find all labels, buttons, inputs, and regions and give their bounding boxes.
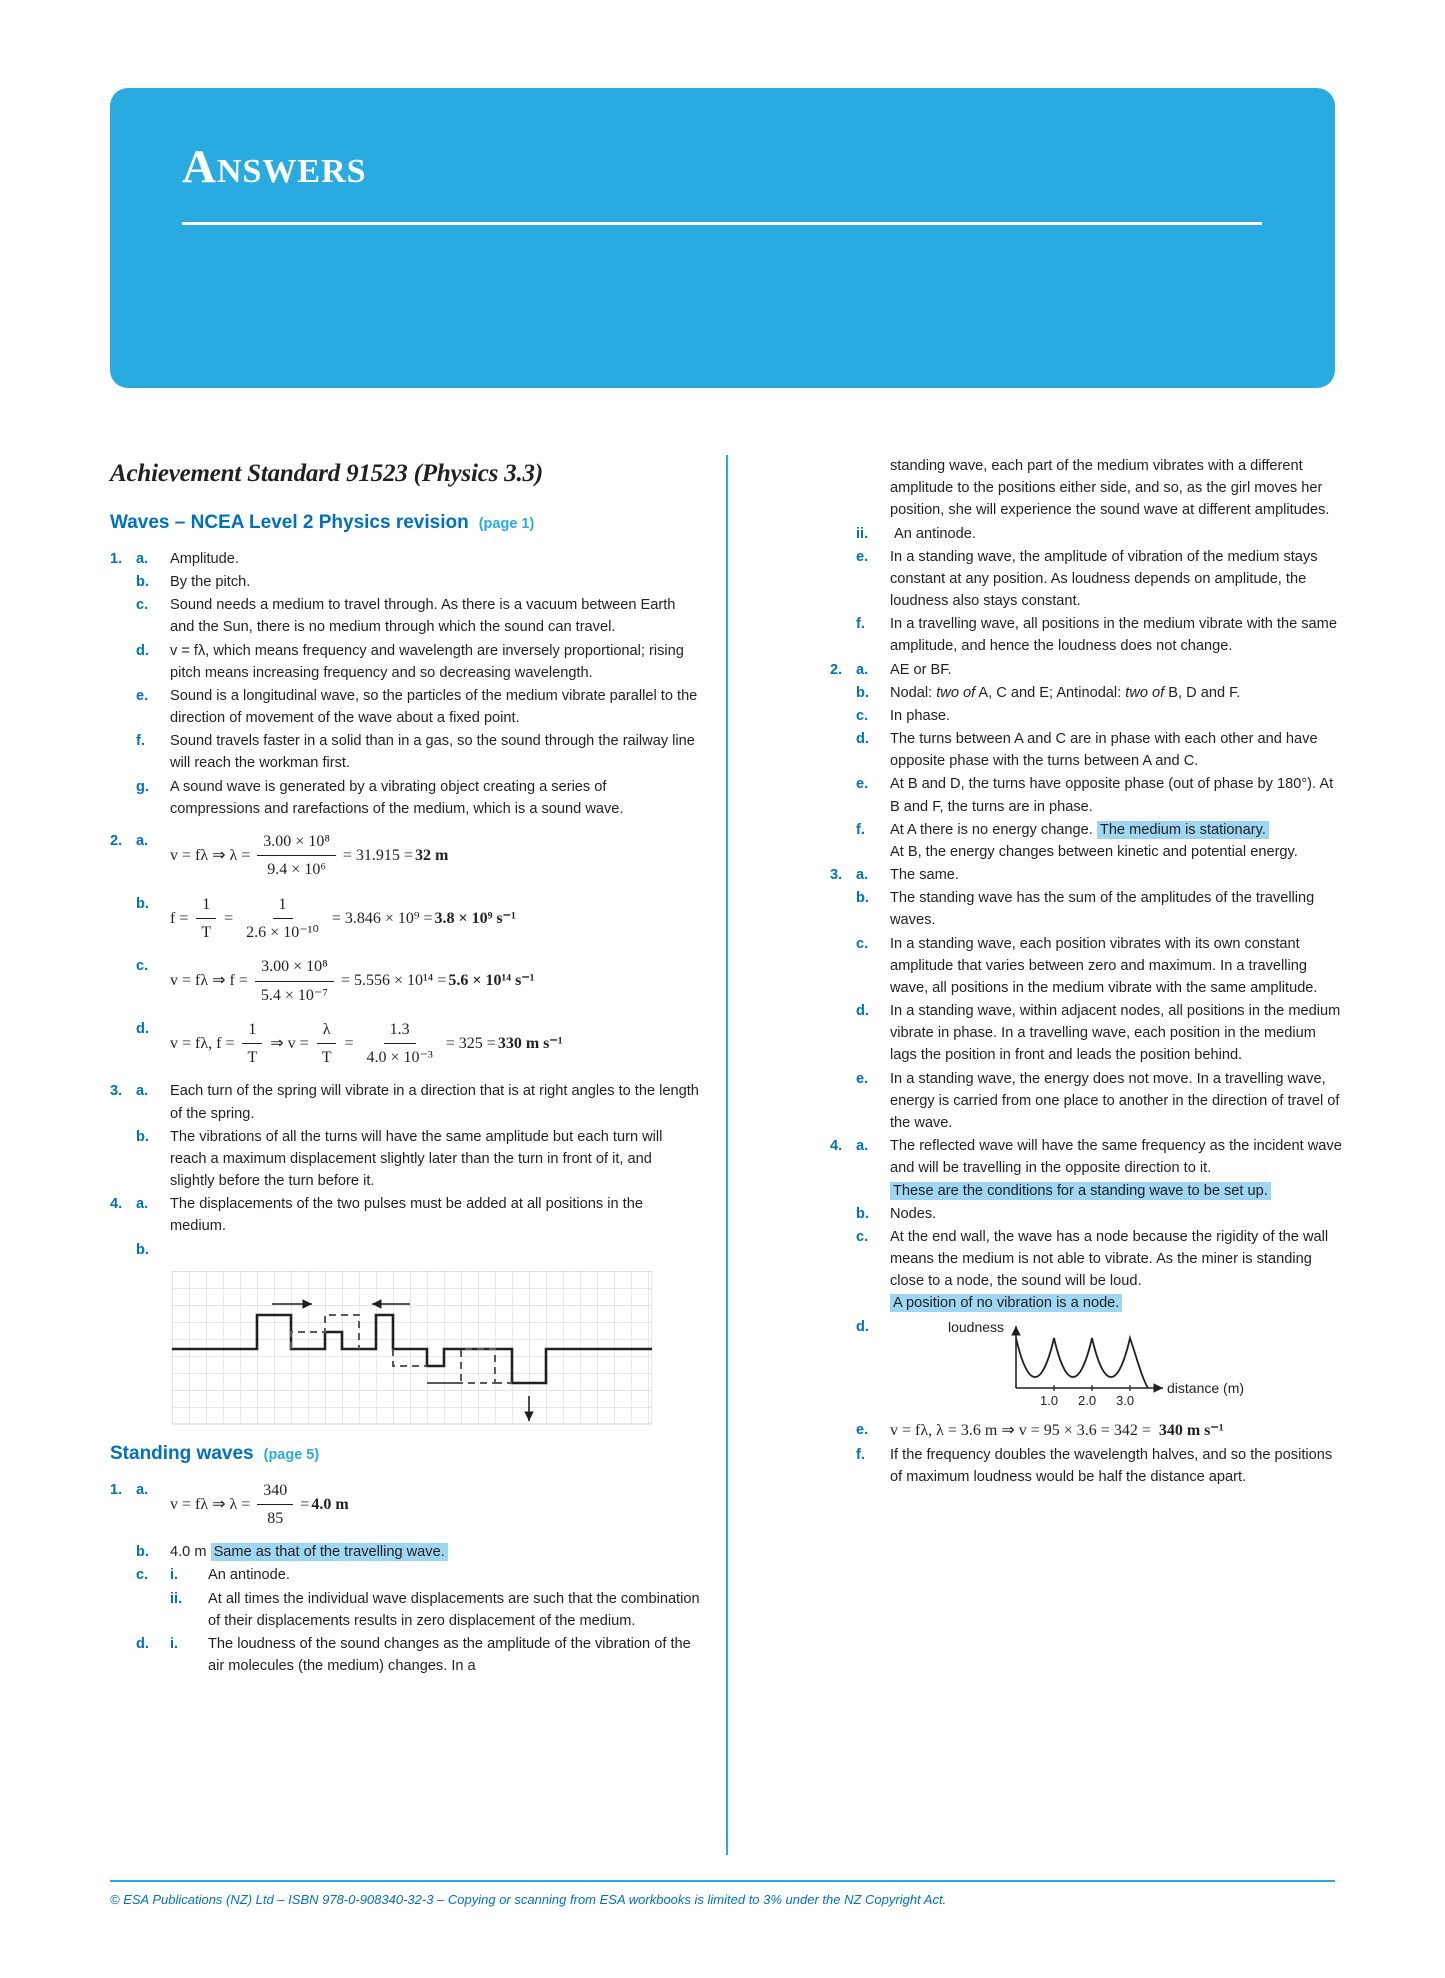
item-letter: a. (136, 1481, 149, 1498)
answer-row (110, 1193, 700, 1237)
answer-row (830, 819, 1345, 863)
fraction: $\frac{\lambda}{T}$ (316, 1018, 338, 1071)
answer-text: The vibrations of all the turns will have the same amplitude but each turn will reach a maximum displacement slightly later than the turn in front of it, and slightly before the turn before it. (170, 1128, 663, 1190)
answer-text: The reflected wave will have the same frequency as the incident wave and will be travelling in the opposite direction to it. These are the conditions for a standing wave to be set up. (890, 1138, 1342, 1199)
answer-row (110, 1479, 700, 1532)
answer-row (830, 546, 1345, 613)
answer-text: By the pitch. (170, 574, 251, 591)
answer-row (110, 1239, 700, 1261)
highlighted-note: Same as that of the travelling wave. (211, 1543, 448, 1561)
item-letter: e. (856, 1421, 869, 1438)
question-number: 3. (110, 1083, 123, 1100)
answer-text: Nodal: two of A, C and E; Antinodal: two of B, D and F. (890, 684, 1241, 701)
answer-text: AE or BF. (890, 661, 952, 678)
item-letter: d. (136, 642, 149, 659)
answer-row (110, 776, 700, 820)
question-number: 1. (110, 1481, 123, 1498)
answer-row (110, 1588, 700, 1632)
item-letter: d. (136, 1636, 149, 1652)
answer-text: The displacements of the two pulses must be added at all positions in the medium. (170, 1196, 643, 1235)
roman-numeral: i. (170, 1636, 179, 1652)
item-letter: b. (856, 1205, 869, 1222)
answer-text: In phase. (890, 707, 951, 724)
item-letter: f. (136, 733, 145, 750)
copyright-footer: © ESA Publications (NZ) Ltd – ISBN 978-0-908340-32-3 – Copying or scanning from ESA workbooks is limited to 3% under the NZ Copyright Act. (110, 1892, 947, 1907)
answer-text: A sound wave is generated by a vibrating object creating a series of compressions and rarefactions of the medium, which is a sound wave. (170, 778, 624, 817)
item-letter: b. (856, 890, 869, 907)
question-number: 2. (830, 661, 843, 678)
fraction: $\frac{1}{T}$ (195, 893, 217, 946)
formula: f = $\frac{1}{T}$ = $\frac{1}{\text{2.6 × 10⁻¹⁰}}$ = 3.846 × 10⁹ = 3.8 × 10⁹ s⁻¹ (170, 893, 700, 946)
column-divider (726, 455, 728, 1855)
answers-banner (110, 88, 1335, 388)
answer-row (110, 640, 700, 684)
answer-row (110, 1126, 700, 1193)
formula: v = fλ, λ = 3.6 m ⇒ v = 95 × 3.6 = 342 = 340 m s⁻¹ (890, 1421, 1224, 1439)
answer-row (830, 705, 1345, 727)
answer-text: At the end wall, the wave has a node because the rigidity of the wall means the medium is not able to vibrate. As the miner is standing close to a node, the sound will be loud. A position of no vibration is a node. (890, 1228, 1329, 1312)
y-axis-label: loudness (948, 1319, 1005, 1335)
answer-text: In a standing wave, the amplitude of vibration of the medium stays constant at any position. As loudness depends on amplitude, the loudness also stays constant. (890, 548, 1318, 610)
formula: v = fλ ⇒ f = $\frac{\text{3.00 × 10⁸}}{\text{5.4 × 10⁻⁷}}$ = 5.556 × 10¹⁴ = 5.6 × 10¹⁴ s⁻¹ (170, 955, 700, 1008)
formula: v = fλ ⇒ λ = $\frac{\text{3.00 × 10⁸}}{\text{9.4 × 10⁶}}$ = 31.915 = 32 m (170, 830, 700, 883)
item-letter: d. (856, 1003, 869, 1020)
item-letter: d. (856, 731, 869, 748)
loudness-graph-figure (890, 1316, 1345, 1418)
item-letter: b. (136, 1128, 149, 1145)
answer-text: At all times the individual wave displacements are such that the combination of their displacements results in zero displacement of the medium. (208, 1590, 700, 1629)
pulse-diagram-svg (172, 1271, 652, 1431)
answer-text: An antinode. (208, 1567, 290, 1584)
answer-text: The same. (890, 867, 959, 884)
item-letter: d. (856, 1318, 869, 1335)
answer-row (110, 955, 700, 1008)
continued-text: standing wave, each part of the medium vibrates with a different amplitude to the positions either side, and so, as the girl moves her position, she will experience the sound wave at different amplitudes. (890, 458, 1330, 519)
answer-text: Sound travels faster in a solid than in a gas, so the sound through the railway line will reach the workman first. (170, 733, 695, 772)
item-letter: d. (136, 1020, 149, 1037)
item-letter: e. (856, 776, 869, 793)
highlighted-note: The medium is stationary. (1097, 821, 1269, 839)
answer-row (830, 773, 1345, 817)
item-letter: c. (856, 1228, 869, 1245)
item-letter: a. (856, 661, 869, 678)
item-letter: a. (136, 832, 149, 849)
page-title: ANSWERS (182, 141, 367, 193)
fraction: $\frac{1}{\text{2.6 × 10⁻¹⁰}}$ (240, 893, 325, 946)
answer-row (110, 1018, 700, 1071)
question-number: 4. (110, 1196, 123, 1213)
fraction: $\frac{1.3}{\text{4.0 × 10⁻³}}$ (361, 1018, 439, 1071)
item-letter: a. (136, 550, 149, 567)
item-letter: c. (856, 707, 869, 724)
footer-divider (110, 1880, 1335, 1882)
x-tick-2: 2.0 (1078, 1392, 1097, 1408)
achievement-standard-title: Achievement Standard 91523 (Physics 3.3) (110, 460, 543, 487)
answer-row (110, 1080, 700, 1124)
left-column (110, 455, 700, 1678)
loudness-graph-svg (948, 1320, 1278, 1412)
answer-row (830, 933, 1345, 1000)
answer-text: At B and D, the turns have opposite phase (out of phase by 180°). At B and F, the turns are in phase. (890, 776, 1334, 815)
answer-row (110, 594, 700, 638)
answer-text: 4.0 m Same as that of the travelling wave. (170, 1541, 700, 1563)
answer-row (110, 685, 700, 729)
answer-text: The turns between A and C are in phase with each other and have opposite phase with the turns between A and C. (890, 731, 1318, 770)
answer-text: In a standing wave, within adjacent nodes, all positions in the medium vibrate in phase. In a travelling wave, each position in the medium lags the position in front and leads the position behind. (890, 1003, 1341, 1064)
answer-row (830, 1316, 1345, 1418)
section-heading-waves: Waves – NCEA Level 2 Physics revision (page 1) (110, 512, 535, 533)
answer-row (830, 864, 1345, 886)
answer-row (830, 659, 1345, 681)
fraction: $\frac{\text{3.00 × 10⁸}}{\text{5.4 × 10⁻⁷}}$ (255, 955, 334, 1008)
item-letter: c. (136, 1567, 149, 1584)
answer-text: If the frequency doubles the wavelength halves, and so the positions of maximum loudness would be half the distance apart. (890, 1446, 1333, 1486)
item-letter: g. (136, 778, 149, 795)
answer-text: At A there is no energy change. The medium is stationary. At B, the energy changes between kinetic and potential energy. (890, 821, 1298, 860)
page-ref: (page 1) (478, 516, 535, 532)
item-letter: c. (856, 935, 869, 952)
answer-row (110, 830, 700, 883)
answer-text: In a standing wave, each position vibrates with its own constant amplitude that varies between zero and maximum. In a travelling wave, all positions in the medium vibrate with the same amplitude. (890, 935, 1318, 996)
answer-row (830, 1444, 1345, 1488)
answer-row (830, 1203, 1345, 1225)
item-letter: e. (856, 548, 869, 565)
item-letter: b. (136, 895, 149, 912)
question-number: 3. (830, 867, 843, 884)
answer-row (830, 613, 1345, 657)
answer-row (830, 1000, 1345, 1067)
item-letter: a. (856, 867, 869, 884)
answer-row (830, 1419, 1345, 1443)
x-tick-3: 3.0 (1116, 1392, 1135, 1408)
roman-numeral: ii. (170, 1590, 183, 1607)
answer-row (110, 548, 700, 570)
answer-text: v = fλ, which means frequency and wavelength are inversely proportional; rising pitch means increasing frequency and so decreasing wavelength. (170, 642, 684, 681)
answer-text: Each turn of the spring will vibrate in a direction that is at right angles to the length of the spring. (170, 1083, 699, 1122)
x-axis-label: distance (m) (1167, 1379, 1245, 1396)
item-letter: f. (856, 616, 865, 633)
item-letter: f. (856, 821, 865, 838)
answer-row (830, 1135, 1345, 1202)
formula: v = fλ, f = $\frac{1}{T}$ ⇒ v = $\frac{\lambda}{T}$ = $\frac{1.3}{\text{4.0 × 10⁻³}}$ = 325 = 330 m s⁻¹ (170, 1018, 700, 1071)
banner-divider (182, 222, 1262, 225)
right-column (830, 455, 1345, 1489)
item-letter: b. (136, 574, 149, 591)
question-number: 4. (830, 1138, 843, 1155)
fraction: $\frac{\text{3.00 × 10⁸}}{\text{9.4 × 10⁶}}$ (257, 830, 336, 883)
formula: v = fλ ⇒ λ = $\frac{340}{85}$ = 4.0 m (170, 1479, 700, 1532)
roman-numeral: i. (170, 1567, 179, 1584)
answer-text: Sound is a longitudinal wave, so the particles of the medium vibrate parallel to the direction of movement of the wave about a fixed point. (170, 687, 698, 727)
pulse-superposition-figure (172, 1271, 652, 1431)
question-number: 2. (110, 832, 123, 849)
answer-row (110, 893, 700, 946)
answer-text: Sound needs a medium to travel through. As there is a vacuum between Earth and the Sun, there is no medium through which the sound can travel. (170, 597, 676, 636)
section-heading-standing-waves: Standing waves (page 5) (110, 1442, 320, 1464)
answer-text: Amplitude. (170, 550, 239, 567)
answer-text: The loudness of the sound changes as the amplitude of the vibration of the air molecules (the medium) changes. In a (208, 1636, 691, 1675)
answer-text: An antinode. (894, 525, 976, 542)
answer-row (110, 730, 700, 774)
answer-row (110, 571, 700, 593)
answer-text: The standing wave has the sum of the amplitudes of the travelling waves. (890, 890, 1315, 929)
highlighted-note: A position of no vibration is a node. (890, 1294, 1122, 1312)
item-letter: b. (136, 1241, 149, 1258)
item-letter: e. (856, 1070, 869, 1087)
answer-row (830, 682, 1345, 704)
item-letter: b. (856, 684, 869, 701)
answer-row (110, 1633, 700, 1677)
item-letter: b. (136, 1544, 149, 1561)
roman-numeral: ii. (856, 525, 869, 542)
answer-row (830, 523, 1345, 545)
answer-text: Nodes. (890, 1205, 937, 1222)
answer-row (830, 1068, 1345, 1135)
item-letter: a. (136, 1196, 149, 1213)
item-letter: f. (856, 1446, 865, 1463)
answer-row (830, 887, 1345, 931)
answer-row (830, 1226, 1345, 1315)
question-number: 1. (110, 550, 123, 567)
answer-text: In a standing wave, the energy does not move. In a travelling wave, energy is carried from one place to another in the direction of travel of the wave. (890, 1070, 1340, 1131)
highlighted-note: These are the conditions for a standing wave to be set up. (890, 1182, 1271, 1200)
x-tick-1: 1.0 (1040, 1392, 1059, 1408)
item-letter: a. (856, 1138, 869, 1155)
item-letter: c. (136, 597, 149, 614)
fraction: $\frac{340}{85}$ (257, 1479, 293, 1532)
item-letter: a. (136, 1083, 149, 1100)
answer-row (110, 1564, 700, 1586)
loudness-graph (948, 1320, 1278, 1412)
fraction: $\frac{1}{T}$ (241, 1018, 263, 1071)
answer-text: In a travelling wave, all positions in the medium vibrate with the same amplitude, and hence the loudness does not change. (890, 616, 1337, 655)
answer-row (110, 1541, 700, 1563)
answer-row (830, 455, 1345, 522)
page-ref: (page 5) (263, 1446, 320, 1463)
item-letter: c. (136, 958, 149, 975)
answer-row (830, 728, 1345, 772)
item-letter: e. (136, 687, 149, 704)
